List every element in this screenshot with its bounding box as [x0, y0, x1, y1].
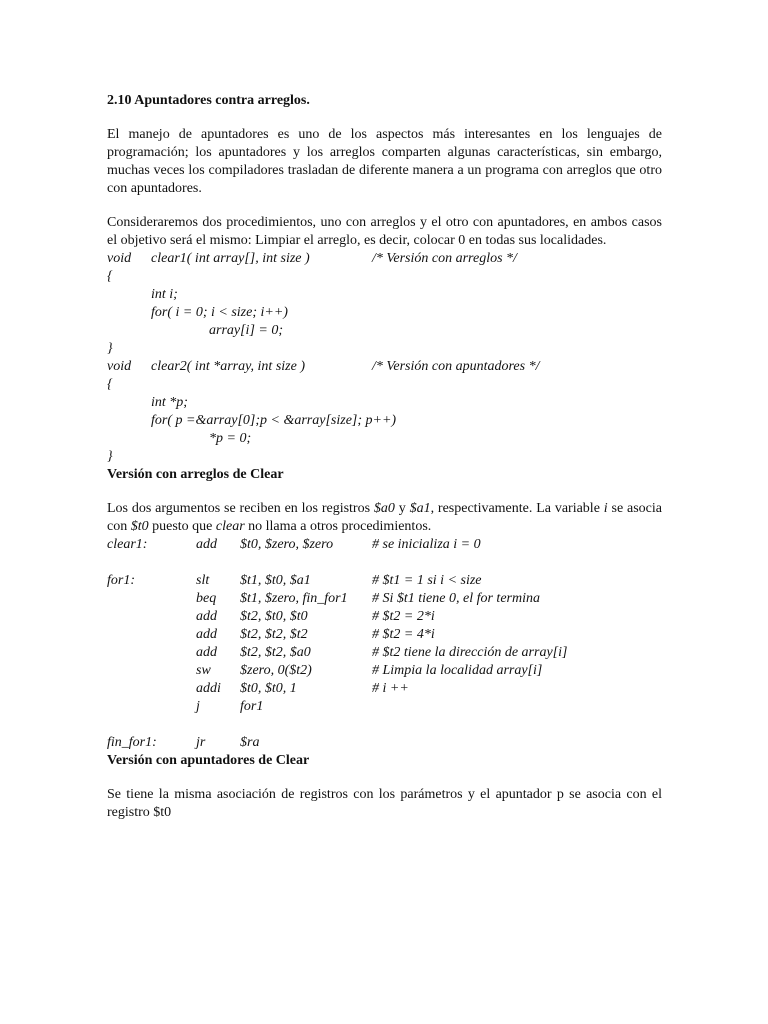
asm-opcode: jr	[196, 735, 206, 750]
code-block-clear2	[107, 358, 662, 466]
heading-pointers-version: Versión con apuntadores de Clear	[107, 753, 310, 768]
asm-opcode: add	[196, 627, 217, 642]
asm-operands: $t0, $t0, 1	[240, 681, 297, 696]
code-text: }	[107, 341, 113, 356]
asm-opcode: addi	[196, 681, 221, 696]
asm-operands: $t0, $zero, $zero	[240, 537, 334, 552]
code-text: int *p;	[151, 395, 188, 410]
text: Los dos argumentos se reciben en los registros	[107, 501, 374, 516]
registers-paragraph	[107, 500, 662, 536]
asm-label: fin_for1:	[107, 735, 157, 750]
code-line	[107, 250, 662, 268]
asm-comment: # i ++	[372, 681, 409, 696]
asm-opcode: j	[196, 699, 200, 714]
asm-row	[107, 698, 662, 716]
asm-comment: # Limpia la localidad array[i]	[372, 663, 543, 678]
asm-operands: $t1, $zero, fin_for1	[240, 591, 348, 606]
text: , respectivamente. La variable	[430, 501, 604, 516]
code-signature: clear2( int *array, int size )	[151, 359, 305, 374]
asm-opcode: add	[196, 537, 217, 552]
asm-operands: $t1, $t0, $a1	[240, 573, 311, 588]
code-block-clear1	[107, 250, 662, 358]
intro-paragraph: El manejo de apuntadores es uno de los aspectos más interesantes en los lenguajes de programación; los apuntadores y los arreglos comparten algunas características, sin embargo, muchas veces los compiladores trasladan de diferente manera a un programa con arreglos que otro con apuntadores.	[107, 127, 662, 196]
asm-comment: # $t1 = 1 si i < size	[372, 573, 482, 588]
asm-opcode: slt	[196, 573, 210, 588]
text: se asocia con	[107, 501, 662, 534]
code-line	[107, 286, 662, 304]
code-comment: /* Versión con apuntadores */	[372, 359, 540, 374]
asm-row	[107, 680, 662, 698]
asm-opcode: beq	[196, 591, 217, 606]
code-text: array[i] = 0;	[209, 323, 284, 338]
code-line	[107, 340, 662, 358]
code-line	[107, 268, 662, 286]
heading-arrays-version: Versión con arreglos de Clear	[107, 467, 284, 482]
text: y	[394, 501, 410, 516]
asm-operands: for1	[240, 699, 264, 714]
code-text: for( i = 0; i < size; i++)	[151, 305, 288, 320]
asm-comment: # Si $t1 tiene 0, el for termina	[372, 591, 540, 606]
register-t0: $t0	[130, 519, 149, 534]
asm-row	[107, 590, 662, 608]
code-text: {	[107, 377, 113, 392]
code-line	[107, 376, 662, 394]
code-line	[107, 304, 662, 322]
asm-comment: # $t2 = 2*i	[372, 609, 435, 624]
procedure-clear: clear	[215, 519, 245, 534]
asm-opcode: add	[196, 609, 217, 624]
asm-row	[107, 608, 662, 626]
register-a1: $a1	[409, 501, 431, 516]
code-text: for( p =&array[0];p < &array[size]; p++)	[151, 413, 397, 428]
asm-row	[107, 716, 662, 734]
text: no llama a otros procedimientos.	[244, 519, 432, 534]
code-line	[107, 394, 662, 412]
procedures-paragraph: Consideraremos dos procedimientos, uno con arreglos y el otro con apuntadores, en ambos casos el objetivo será el mismo: Limpiar el arreglo, es decir, colocar 0 en todas sus localidades.	[107, 215, 662, 248]
code-keyword: void	[107, 251, 132, 266]
variable-i: i	[603, 501, 608, 516]
register-a0: $a0	[373, 501, 395, 516]
code-line	[107, 358, 662, 376]
asm-comment: # se inicializa i = 0	[372, 537, 481, 552]
asm-operands: $t2, $t2, $t2	[240, 627, 308, 642]
asm-operands: $t2, $t2, $a0	[240, 645, 311, 660]
code-text: }	[107, 449, 113, 464]
asm-comment: # $t2 tiene la dirección de array[i]	[372, 645, 568, 660]
section-title: 2.10 Apuntadores contra arreglos.	[107, 93, 310, 108]
asm-label: clear1:	[107, 537, 148, 552]
asm-row	[107, 626, 662, 644]
code-keyword: void	[107, 359, 132, 374]
code-text: int i;	[151, 287, 178, 302]
pointer-paragraph: Se tiene la misma asociación de registros con los parámetros y el apuntador p se asocia con el registro $t0	[107, 787, 662, 820]
asm-operands: $zero, 0($t2)	[240, 663, 312, 678]
asm-label: for1:	[107, 573, 135, 588]
code-text: {	[107, 269, 113, 284]
code-line	[107, 412, 662, 430]
asm-row	[107, 536, 662, 554]
asm-row	[107, 662, 662, 680]
asm-row	[107, 554, 662, 572]
asm-opcode: add	[196, 645, 217, 660]
code-comment: /* Versión con arreglos */	[372, 251, 517, 266]
document-page	[107, 92, 662, 822]
asm-operands: $ra	[240, 735, 260, 750]
code-line	[107, 430, 662, 448]
asm-comment: # $t2 = 4*i	[372, 627, 435, 642]
code-line	[107, 448, 662, 466]
asm-opcode: sw	[196, 663, 211, 678]
asm-row	[107, 644, 662, 662]
code-text: *p = 0;	[209, 431, 252, 446]
asm-operands: $t2, $t0, $t0	[240, 609, 308, 624]
code-signature: clear1( int array[], int size )	[151, 251, 310, 266]
text: puesto que	[148, 519, 216, 534]
asm-row	[107, 572, 662, 590]
assembly-listing	[107, 536, 662, 752]
code-line	[107, 322, 662, 340]
asm-row	[107, 734, 662, 752]
